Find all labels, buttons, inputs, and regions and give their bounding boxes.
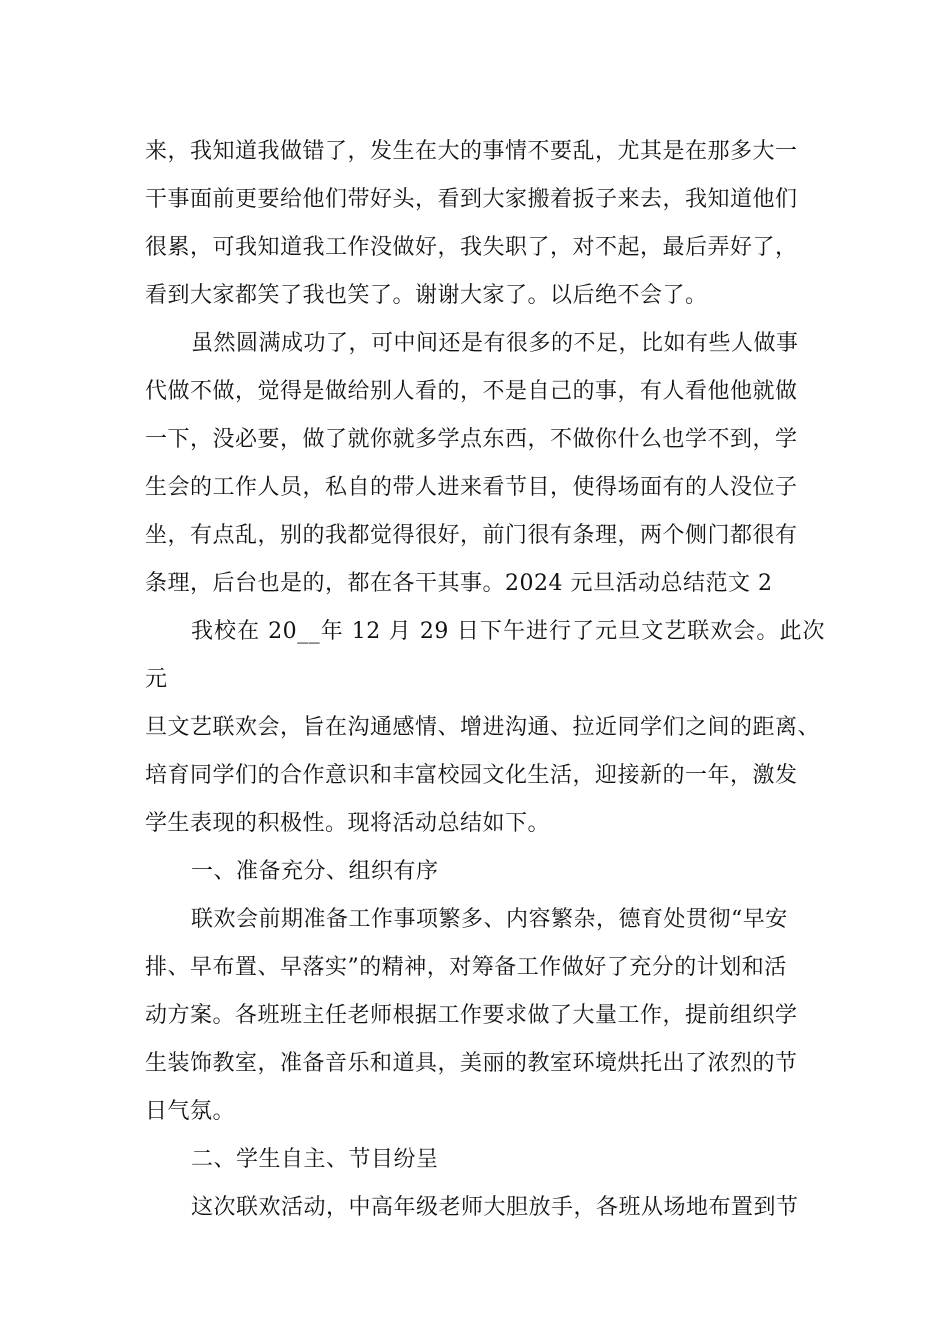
text-line: 很累，可我知道我工作没做好，我失职了，对不起，最后弄好了， (145, 235, 798, 260)
text-line: 条理，后台也是的，都在各干其事。2024 元旦活动总结范文 2 (145, 571, 773, 596)
text-line: 一、准备充分、组织有序 (191, 859, 439, 884)
section-heading-2 (145, 1136, 825, 1184)
text-line: 动方案。各班班主任老师根据工作要求做了大量工作，提前组织学 (145, 1003, 798, 1028)
text-line: 我校在 20__年 12 月 29 日下午进行了元旦文艺联欢会。此次元 (145, 619, 825, 692)
text-line: 培育同学们的合作意识和丰富校园文化生活，迎接新的一年，激发 (145, 763, 798, 788)
paragraph-2 (145, 320, 825, 608)
text-line: 虽然圆满成功了，可中间还是有很多的不足，比如有些人做事 (191, 331, 799, 356)
text-line: 干事面前更要给他们带好头，看到大家搬着扳子来去，我知道他们 (145, 187, 798, 212)
text-line: 代做不做，觉得是做给别人看的，不是自己的事，有人看他他就做 (145, 379, 798, 404)
document-page (145, 128, 825, 1232)
text-line: 学生表现的积极性。现将活动总结如下。 (145, 811, 551, 836)
paragraph-4 (145, 896, 825, 1136)
paragraph-1 (145, 128, 825, 320)
paragraph-3 (145, 608, 825, 848)
paragraph-5 (145, 1184, 825, 1232)
text-line: 看到大家都笑了我也笑了。谢谢大家了。以后绝不会了。 (145, 283, 708, 308)
text-line: 一下，没必要，做了就你就多学点东西，不做你什么也学不到，学 (145, 427, 798, 452)
text-line: 二、学生自主、节目纷呈 (191, 1147, 439, 1172)
text-line: 生会的工作人员，私自的带人进来看节目，使得场面有的人没位子 (145, 475, 798, 500)
text-line: 来，我知道我做错了，发生在大的事情不要乱，尤其是在那多大一 (145, 139, 798, 164)
text-line: 联欢会前期准备工作事项繁多、内容繁杂，德育处贯彻“早安 (191, 907, 788, 932)
text-line: 排、早布置、早落实”的精神，对筹备工作做好了充分的计划和活 (145, 955, 787, 980)
text-line: 日气氛。 (145, 1099, 236, 1124)
text-line: 生装饰教室，准备音乐和道具，美丽的教室环境烘托出了浓烈的节 (145, 1051, 798, 1076)
text-line: 旦文艺联欢会，旨在沟通感情、增进沟通、拉近同学们之间的距离、 (145, 715, 821, 740)
text-line: 这次联欢活动，中高年级老师大胆放手，各班从场地布置到节 (191, 1195, 799, 1220)
section-heading-1 (145, 848, 825, 896)
text-line: 坐，有点乱，别的我都觉得很好，前门很有条理，两个侧门都很有 (145, 523, 798, 548)
